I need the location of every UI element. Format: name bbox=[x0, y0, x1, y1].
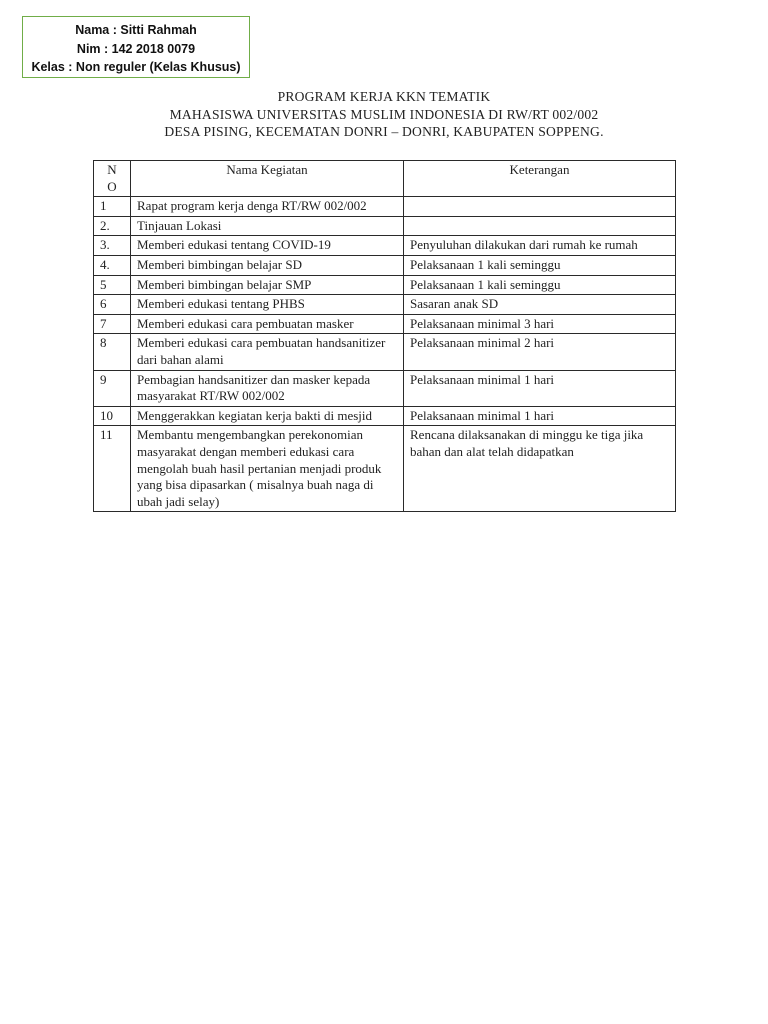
row-activity: Pembagian handsanitizer dan masker kepada masyarakat RT/RW 002/002 bbox=[131, 370, 404, 406]
table-row bbox=[94, 275, 676, 295]
row-number: 6 bbox=[94, 295, 131, 315]
document-heading bbox=[92, 88, 676, 141]
row-note: Sasaran anak SD bbox=[404, 295, 676, 315]
row-number: 8 bbox=[94, 334, 131, 370]
row-activity: Memberi bimbingan belajar SD bbox=[131, 255, 404, 275]
row-activity: Tinjauan Lokasi bbox=[131, 216, 404, 236]
row-activity: Memberi edukasi cara pembuatan handsanitizer dari bahan alami bbox=[131, 334, 404, 370]
work-program-table bbox=[93, 160, 676, 512]
row-number: 7 bbox=[94, 314, 131, 334]
row-activity: Menggerakkan kegiatan kerja bakti di mesjid bbox=[131, 406, 404, 426]
table-row bbox=[94, 236, 676, 256]
row-note: Pelaksanaan minimal 1 hari bbox=[404, 406, 676, 426]
header-note: Keterangan bbox=[404, 161, 676, 197]
row-note bbox=[404, 216, 676, 236]
row-activity: Rapat program kerja denga RT/RW 002/002 bbox=[131, 197, 404, 217]
table-row bbox=[94, 197, 676, 217]
header-no bbox=[94, 161, 131, 197]
header-no-top: N bbox=[107, 162, 117, 177]
row-activity: Memberi edukasi tentang COVID-19 bbox=[131, 236, 404, 256]
row-note: Penyuluhan dilakukan dari rumah ke rumah bbox=[404, 236, 676, 256]
table-row bbox=[94, 216, 676, 236]
table-row bbox=[94, 295, 676, 315]
table-row bbox=[94, 255, 676, 275]
row-number: 9 bbox=[94, 370, 131, 406]
row-number: 1 bbox=[94, 197, 131, 217]
table-row bbox=[94, 314, 676, 334]
table-body bbox=[94, 197, 676, 512]
row-number: 2. bbox=[94, 216, 131, 236]
heading-line-2: MAHASISWA UNIVERSITAS MUSLIM INDONESIA DI RW/RT 002/002 bbox=[169, 106, 599, 122]
row-number: 10 bbox=[94, 406, 131, 426]
row-note: Pelaksanaan 1 kali seminggu bbox=[404, 255, 676, 275]
row-note: Pelaksanaan minimal 2 hari bbox=[404, 334, 676, 370]
row-note: Rencana dilaksanakan di minggu ke tiga jika bahan dan alat telah didapatkan bbox=[404, 426, 676, 512]
table-row bbox=[94, 370, 676, 406]
student-info-box bbox=[22, 16, 250, 78]
row-note bbox=[404, 197, 676, 217]
row-activity: Memberi bimbingan belajar SMP bbox=[131, 275, 404, 295]
table-row bbox=[94, 426, 676, 512]
header-activity: Nama Kegiatan bbox=[131, 161, 404, 197]
row-activity: Membantu mengembangkan perekonomian masyarakat dengan memberi edukasi cara mengolah buah hasil pertanian menjadi produk yang bisa dipasarkan ( misalnya buah naga di ubah jadi selay) bbox=[131, 426, 404, 512]
row-number: 4. bbox=[94, 255, 131, 275]
heading-line-1: PROGRAM KERJA KKN TEMATIK bbox=[277, 89, 491, 104]
row-number: 11 bbox=[94, 426, 131, 512]
row-number: 5 bbox=[94, 275, 131, 295]
row-note: Pelaksanaan minimal 3 hari bbox=[404, 314, 676, 334]
heading-line-3: DESA PISING, KECEMATAN DONRI – DONRI, KABUPATEN SOPPENG. bbox=[164, 124, 604, 139]
student-class: Kelas : Non reguler (Kelas Khusus) bbox=[31, 60, 241, 74]
student-name: Nama : Sitti Rahmah bbox=[75, 23, 197, 37]
header-no-bottom: O bbox=[107, 178, 117, 194]
table-header-row bbox=[94, 161, 676, 197]
student-nim: Nim : 142 2018 0079 bbox=[76, 41, 196, 56]
table-row bbox=[94, 334, 676, 370]
row-activity: Memberi edukasi tentang PHBS bbox=[131, 295, 404, 315]
table-row bbox=[94, 406, 676, 426]
row-note: Pelaksanaan 1 kali seminggu bbox=[404, 275, 676, 295]
row-number: 3. bbox=[94, 236, 131, 256]
row-note: Pelaksanaan minimal 1 hari bbox=[404, 370, 676, 406]
row-activity: Memberi edukasi cara pembuatan masker bbox=[131, 314, 404, 334]
